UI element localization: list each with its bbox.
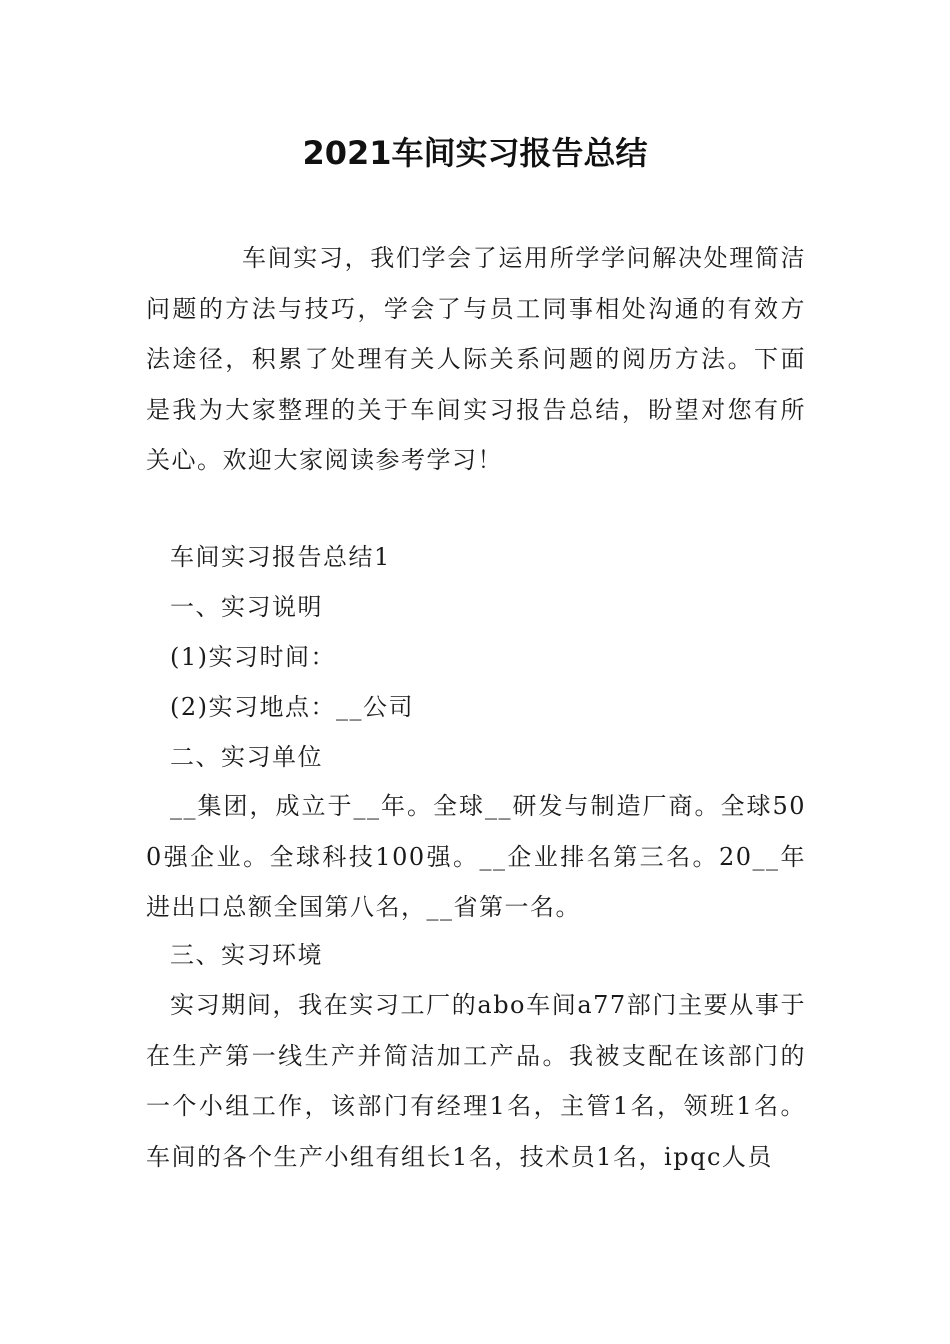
unit-paragraph: __集团，成立于__年。全球__研发与制造厂商。全球500强企业。全球科技100强。__企业排名第三名。20__年进出口总额全国第八名，__省第一名。 bbox=[146, 792, 806, 921]
section-title: 车间实习报告总结1 bbox=[170, 543, 391, 571]
heading-internship-description: 一、实习说明 bbox=[170, 593, 323, 621]
item-internship-location: (2)实习地点：__公司 bbox=[170, 693, 414, 721]
heading-internship-environment: 三、实习环境 bbox=[170, 941, 323, 969]
item-internship-time: (1)实习时间： bbox=[170, 643, 336, 671]
document-title: 2021车间实习报告总结 bbox=[302, 134, 648, 172]
intro-paragraph: 车间实习，我们学会了运用所学学问解决处理简洁问题的方法与技巧，学会了与员工同事相处沟通的有效方法途径，积累了处理有关人际关系问题的阅历方法。下面是我为大家整理的关于车间实习报告总结，盼望对您有所关心。欢迎大家阅读参考学习！ bbox=[146, 244, 806, 474]
environment-paragraph: 实习期间，我在实习工厂的abo车间a77部门主要从事于在生产第一线生产并简洁加工产品。我被支配在该部门的一个小组工作，该部门有经理1名，主管1名，领班1名。车间的各个生产小组有组长1名，技术员1名，ipqc人员 bbox=[146, 991, 806, 1171]
heading-internship-unit: 二、实习单位 bbox=[170, 743, 323, 771]
